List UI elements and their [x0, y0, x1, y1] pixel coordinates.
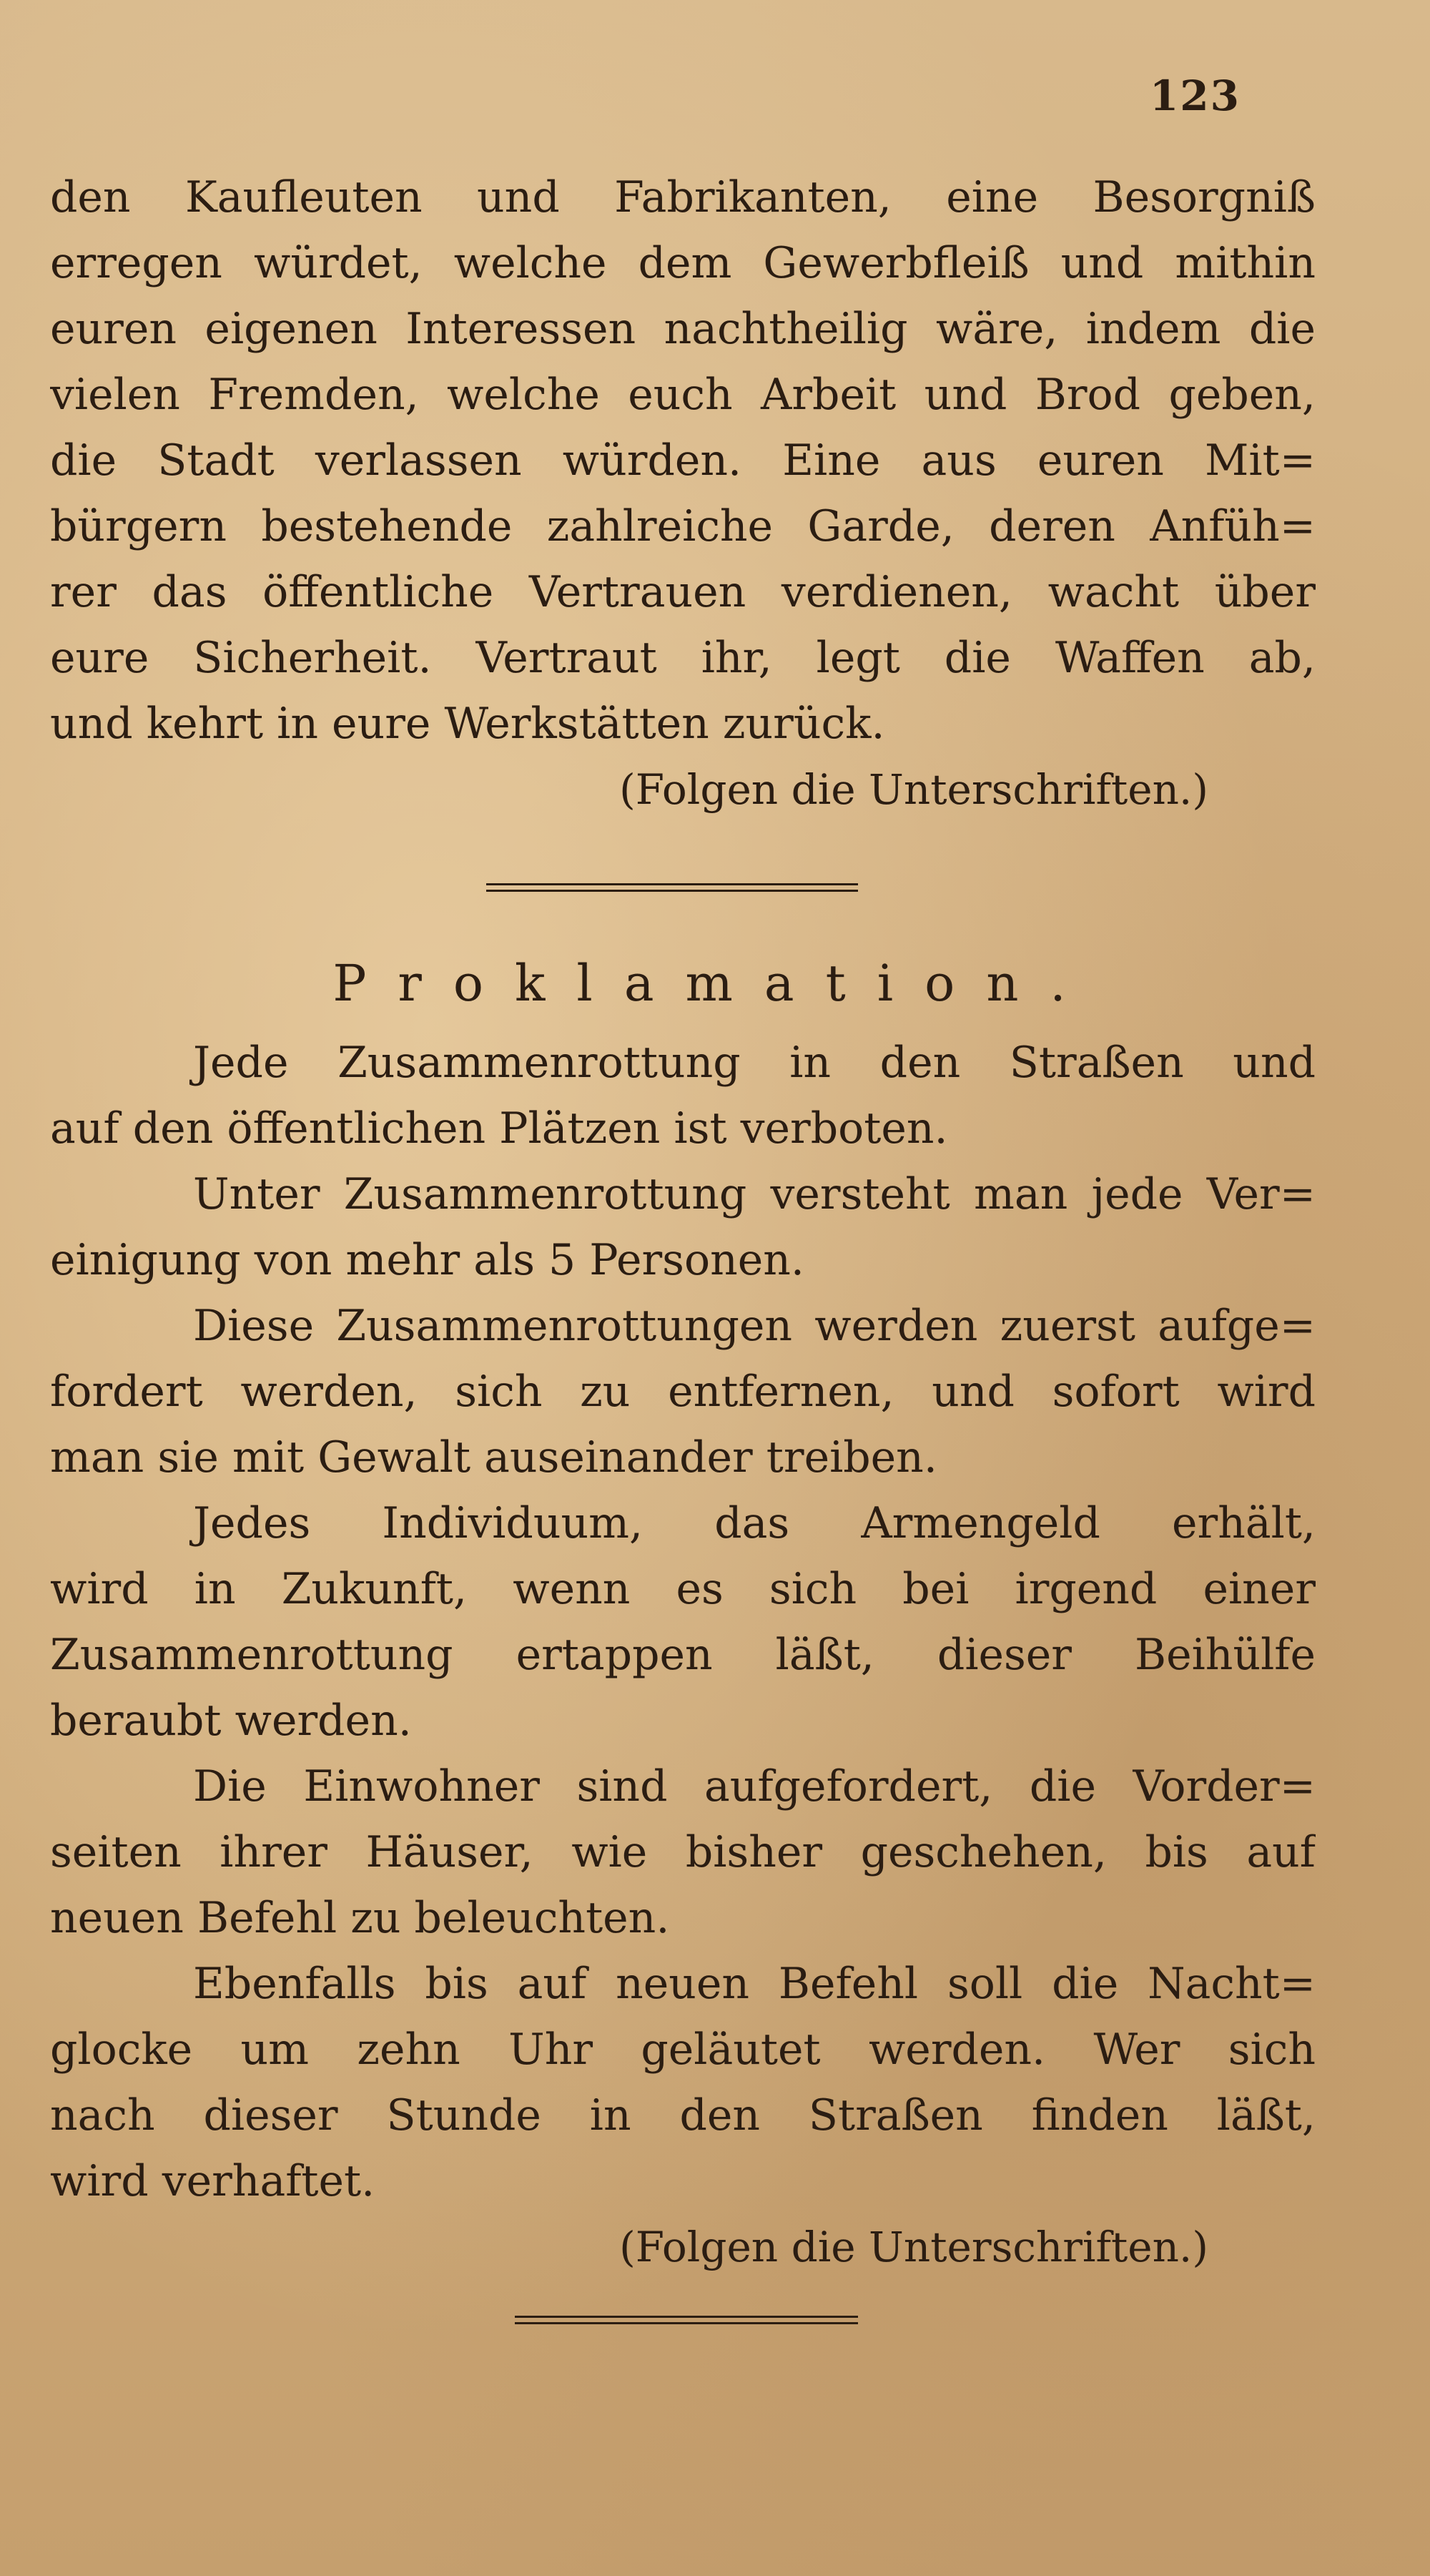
- signature-note: (Folgen die Unterschriften.): [619, 2223, 1208, 2271]
- text-line: Jede Zusammenrottung in den Straßen und: [193, 1038, 1316, 1088]
- text-line: Diese Zusammenrottungen werden zuerst aufge=: [193, 1301, 1316, 1351]
- text-line: Ebenfalls bis auf neuen Befehl soll die Nacht=: [193, 1959, 1316, 2009]
- text-line: neuen Befehl zu beleuchten.: [50, 1893, 670, 1943]
- text-line: nach dieser Stunde in den Straßen finden läßt,: [50, 2090, 1316, 2140]
- text-line: Unter Zusammenrottung versteht man jede Ver=: [193, 1169, 1316, 1219]
- text-line: eure Sicherheit. Vertraut ihr, legt die Waffen ab,: [50, 633, 1316, 683]
- text-line: Zusammenrottung ertappen läßt, dieser Beihülfe: [50, 1630, 1316, 1680]
- text-line: die Stadt verlassen würden. Eine aus euren Mit=: [50, 436, 1316, 486]
- text-line: einigung von mehr als 5 Personen.: [50, 1235, 804, 1285]
- section-heading: Proklamation.: [332, 954, 1098, 1013]
- text-line: vielen Fremden, welche euch Arbeit und Brod geben,: [50, 370, 1316, 420]
- text-line: man sie mit Gewalt auseinander treiben.: [50, 1432, 937, 1483]
- text-line: den Kaufleuten und Fabrikanten, eine Besorgniß: [50, 172, 1316, 222]
- text-line: bürgern bestehende zahlreiche Garde, deren Anfüh=: [50, 501, 1316, 551]
- text-line: Jedes Individuum, das Armengeld erhält,: [193, 1498, 1316, 1548]
- text-line: und kehrt in eure Werkstätten zurück.: [50, 699, 885, 749]
- text-line: glocke um zehn Uhr geläutet werden. Wer sich: [50, 2025, 1316, 2075]
- divider-rule: [486, 883, 858, 885]
- section-2-text: [50, 1030, 1316, 2280]
- text-line: wird in Zukunft, wenn es sich bei irgend einer: [50, 1564, 1316, 1614]
- text-line: beraubt werden.: [50, 1696, 412, 1746]
- page-number: 123: [1149, 72, 1241, 120]
- section-1-text: [50, 164, 1316, 822]
- text-line: erregen würdet, welche dem Gewerbfleiß und mithin: [50, 238, 1316, 288]
- text-line: auf den öffentlichen Plätzen ist verboten.: [50, 1103, 948, 1154]
- signature-note: (Folgen die Unterschriften.): [619, 765, 1208, 814]
- text-line: seiten ihrer Häuser, wie bisher geschehen, bis auf: [50, 1827, 1316, 1877]
- text-line: euren eigenen Interessen nachtheilig wäre, indem die: [50, 304, 1316, 354]
- text-line: Die Einwohner sind aufgefordert, die Vorder=: [193, 1761, 1316, 1811]
- divider-rule: [515, 2316, 858, 2318]
- text-line: rer das öffentliche Vertrauen verdienen, wacht über: [50, 567, 1316, 617]
- text-line: wird verhaftet.: [50, 2156, 375, 2206]
- text-line: fordert werden, sich zu entfernen, und sofort wird: [50, 1367, 1316, 1417]
